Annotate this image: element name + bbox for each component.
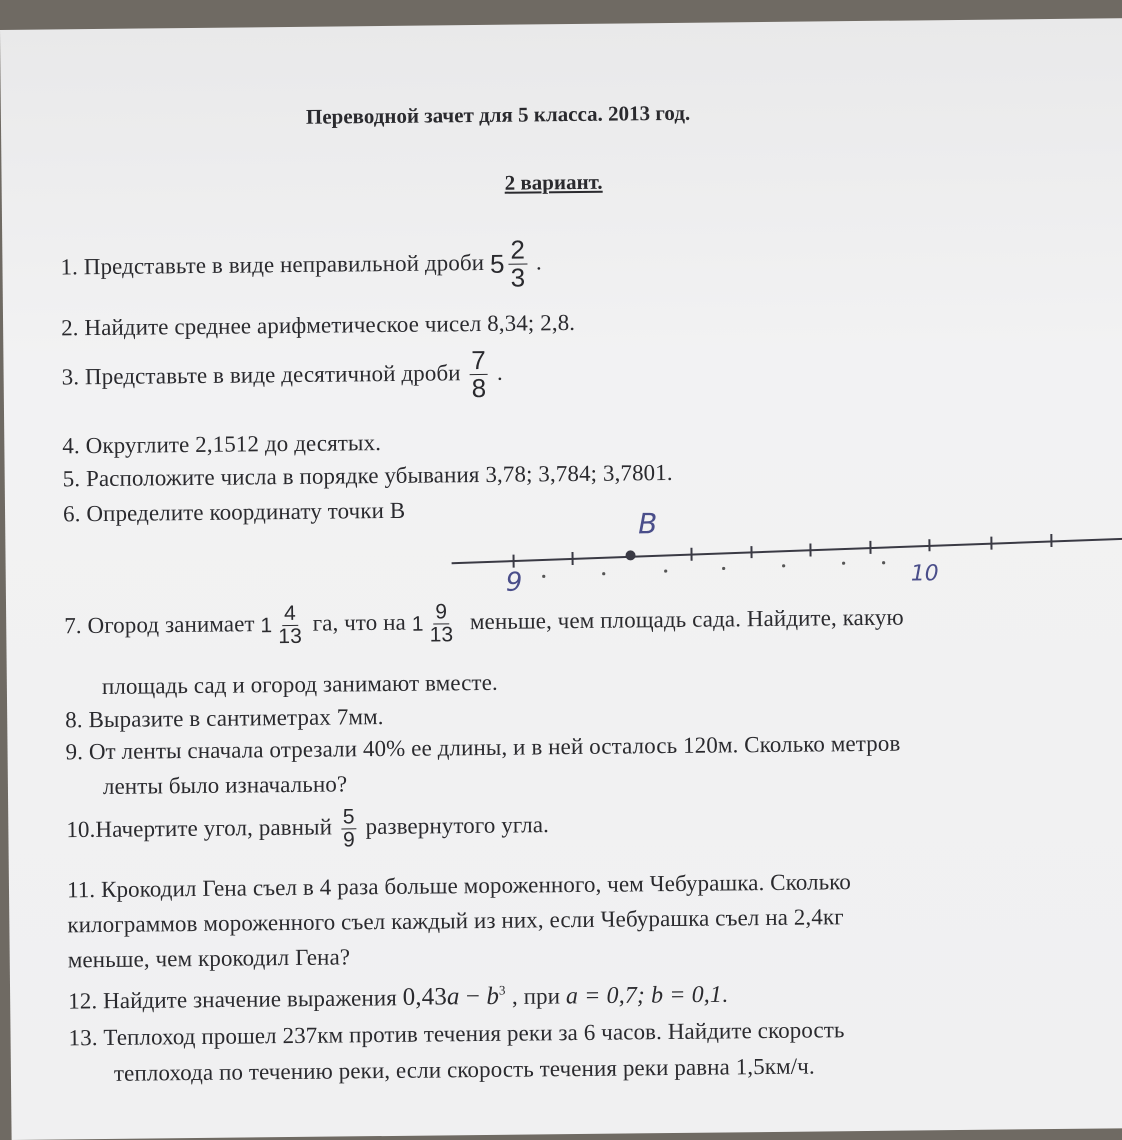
task-1-number: 1.	[60, 254, 78, 279]
paper-sheet	[0, 18, 1122, 1140]
task-3	[61, 347, 503, 407]
task-8-number: 8.	[65, 707, 83, 732]
task-7-mixed-fraction-1	[260, 603, 307, 649]
task-1-text: Представьте в виде неправильной дроби	[84, 250, 485, 279]
task-7	[64, 597, 904, 651]
task-7-text-b: га, что на	[313, 610, 406, 636]
task-7-mixed-fraction-2	[412, 601, 459, 647]
task-13-line-2: теплохода по течению реки, если скорость течения реки равна 1,5км/ч.	[114, 1054, 815, 1087]
number-line-axis	[451, 538, 1122, 563]
task-9	[65, 731, 900, 766]
task-10	[66, 804, 549, 854]
fraction-denominator: 8	[469, 375, 488, 402]
task-11-line-3: меньше, чем крокодил Гена?	[68, 944, 351, 973]
task-7-number: 7.	[64, 613, 82, 638]
task-6-number: 6.	[63, 501, 81, 526]
task-11-line-1: 11. Крокодил Гена съел в 4 раза больше мороженного, чем Чебурашка. Сколько	[67, 869, 851, 903]
task-9-number: 9.	[65, 739, 83, 764]
fraction-denominator: 13	[428, 624, 456, 646]
task-7-text-c: меньше, чем площадь сада. Найдите, какую	[470, 604, 904, 634]
task-3-number: 3.	[62, 364, 80, 389]
task-10-text-a: Начертите угол, равный	[95, 814, 332, 841]
fraction	[508, 236, 527, 292]
task-8	[65, 704, 384, 733]
task-4	[62, 430, 381, 459]
task-12-condition: a = 0,7; b = 0,1	[566, 982, 722, 1010]
task-10-number: 10.	[66, 817, 95, 842]
task-9-line-2: ленты было изначально?	[103, 771, 348, 800]
task-3-text: Представьте в виде десятичной дроби	[85, 360, 461, 389]
task-1	[60, 236, 542, 297]
fraction-numerator: 7	[469, 347, 488, 375]
task-12	[68, 980, 728, 1015]
expr-var-b: b	[486, 983, 499, 1010]
number-line-dots	[542, 561, 885, 578]
task-5-number: 5.	[63, 466, 81, 491]
task-1-end: .	[536, 249, 542, 274]
task-13	[68, 1017, 844, 1051]
point-b-marker	[625, 550, 635, 560]
task-13-text: Теплоход прошел 237км против течения реки за 6 часов. Найдите скорость	[103, 1017, 844, 1050]
expr-minus: −	[459, 983, 486, 1010]
fraction	[427, 601, 455, 646]
fraction-numerator: 4	[282, 603, 298, 626]
fraction-numerator: 2	[508, 236, 527, 264]
point-b-label: B	[638, 507, 658, 540]
fraction-numerator: 5	[341, 806, 357, 829]
task-3-end: .	[497, 360, 503, 385]
task-4-number: 4.	[62, 433, 80, 458]
task-11-line-2: килограммов мороженного съел каждый из них, если Чебурашка съел на 2,4кг	[67, 904, 844, 938]
fraction-numerator: 9	[433, 601, 449, 624]
task-12-when: , при	[512, 984, 560, 1010]
expr-var-a: a	[447, 984, 460, 1011]
task-7-line-2: площадь сад и огород занимают вместе.	[102, 670, 498, 700]
task-10-text-b: развернутого угла.	[365, 812, 549, 839]
task-12-expression	[403, 983, 513, 1011]
task-2-text: Найдите среднее арифметическое чисел 8,34; 2,8.	[84, 310, 575, 340]
label-nine: 9	[506, 568, 523, 598]
task-5	[63, 460, 673, 492]
task-4-text: Округлите 2,1512 до десятых.	[86, 430, 382, 458]
task-5-text: Расположите числа в порядке убывания 3,78; 3,784; 3,7801.	[86, 460, 673, 491]
fraction-whole: 1	[412, 612, 424, 636]
task-9-text: От ленты сначала отрезали 40% ее длины, и в ней осталось 120м. Сколько метров	[89, 731, 901, 764]
variant-label: 2 вариант.	[505, 170, 603, 196]
fraction-denominator: 9	[341, 829, 357, 851]
page-title: Переводной зачет для 5 класса. 2013 год.	[306, 101, 690, 130]
expr-coefficient: 0,43	[403, 984, 447, 1011]
fraction-whole: 1	[260, 614, 272, 638]
task-2-number: 2.	[61, 315, 79, 340]
task-8-text: Выразите в сантиметрах 7мм.	[88, 704, 383, 732]
fraction	[276, 603, 304, 648]
task-6-text: Определите координату точки В	[86, 498, 405, 526]
label-ten: 10	[911, 561, 939, 586]
task-12-number: 12.	[68, 988, 97, 1013]
task-2	[61, 310, 575, 341]
fraction-denominator: 13	[276, 626, 304, 648]
task-10-fraction	[341, 806, 357, 851]
task-12-text: Найдите значение выражения	[103, 985, 397, 1013]
fraction-whole: 5	[490, 249, 505, 280]
task-3-fraction	[469, 347, 488, 403]
task-12-end: .	[722, 982, 728, 1007]
task-1-mixed-fraction	[490, 236, 531, 292]
task-7-text-a: Огород занимает	[87, 611, 254, 638]
expr-exponent: 3	[499, 983, 506, 998]
task-13-number: 13.	[68, 1025, 97, 1050]
fraction-denominator: 3	[509, 265, 528, 292]
